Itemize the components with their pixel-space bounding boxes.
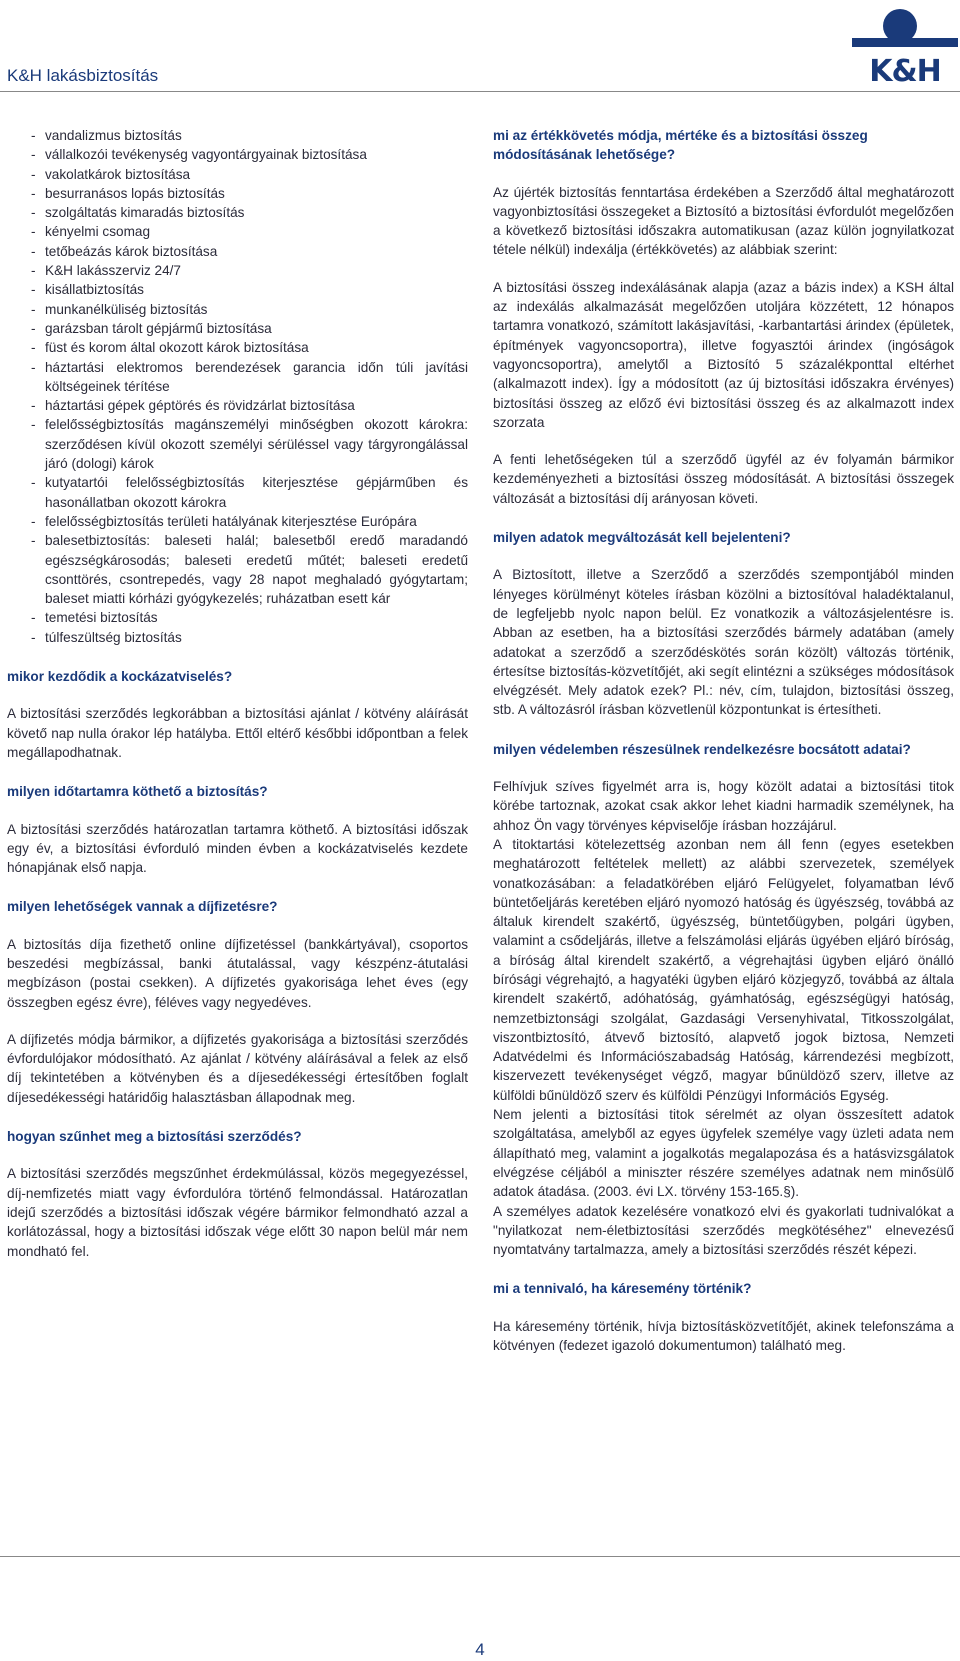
list-item-text: kisállatbiztosítás	[45, 282, 144, 298]
paragraph: A díjfizetés módja bármikor, a díjfizetés gyakorisága a biztosítási szerződés évfordulójakor módosítható. Az ajánlat / kötvény aláírásával a felek az első díj tekintetében a kötvényben és a díjesedékességi értesítőben foglalt díjesedékességi határidőig halasztásban állapodnak meg.	[7, 1031, 468, 1105]
bullet-dash: -	[31, 301, 36, 317]
list-item-text: felelősségbiztosítás magánszemélyi minőségben okozott károkra: szerződésen kívül okozott személyi sérüléssel vagy tárgyrongálással járó (dologi) károk	[45, 417, 468, 472]
bullet-dash: -	[31, 398, 36, 414]
list-item	[31, 628, 468, 647]
list-item	[31, 608, 468, 627]
list-item-text: kényelmi csomag	[45, 224, 151, 240]
bullet-dash: -	[31, 610, 36, 626]
list-item-text: besurranásos lopás biztosítás	[45, 185, 225, 201]
paragraph: Felhívjuk szíves figyelmét arra is, hogy közölt adatai a biztosítási titok körébe tartoznak, azokat csak akkor lehet kiadni harmadik személynek, ha ahhoz Ön vagy törvényes képviselője írásban hozzájárul.	[493, 779, 954, 833]
paragraph: A biztosítás díja fizethető online díjfizetéssel (bankkártyával), csoportos beszedési megbízással, banki átutalással, vagy készpénz-átutalási megbízáson (postai csekken). A díjfizetés gyakorisága lehet éves (egy összegben egész évre), féléves vagy negyedéves.	[7, 936, 468, 1010]
list-item	[31, 165, 468, 184]
left-column	[7, 126, 468, 1261]
list-item	[31, 184, 468, 203]
list-item-text: munkanélküliség biztosítás	[45, 301, 208, 317]
right-column	[493, 126, 954, 1355]
logo-text: K&H	[869, 54, 941, 89]
list-item-text: temetési biztosítás	[45, 610, 158, 626]
kh-logo	[852, 2, 958, 89]
bullet-dash: -	[31, 282, 36, 298]
list-item	[31, 222, 468, 241]
bullet-dash: -	[31, 340, 36, 356]
coverage-list	[7, 126, 468, 647]
logo-emblem-icon	[852, 2, 958, 60]
question-heading: mi a tennivaló, ha káresemény történik?	[493, 1281, 752, 1297]
list-item	[31, 319, 468, 338]
question-heading: milyen lehetőségek vannak a díjfizetésre?	[7, 899, 278, 915]
paragraph: A biztosítási szerződés legkorábban a biztosítási ajánlat / kötvény aláírását követő nap nulla órakor lép hatályba. Ettől eltérő későbbi időpontban a felek megállapodhatnak.	[7, 706, 468, 760]
paragraph: Ha káresemény történik, hívja biztosításközvetítőjét, akinek telefonszáma a kötvényen (fedezet igazoló dokumentumon) található meg.	[493, 1318, 954, 1354]
list-item	[31, 203, 468, 222]
list-item-text: vandalizmus biztosítás	[45, 128, 182, 143]
list-item-text: felelősségbiztosítás területi hatályának kiterjesztése Európára	[45, 513, 417, 529]
footer-divider	[0, 1556, 960, 1557]
paragraph: Az újérték biztosítás fenntartása érdekében a Szerződő által meghatározott vagyonbiztosítási összegeket a Biztosító a biztosítási évfordulót megelőzően a következő biztosítási időszakra automatikusan (azaz külön jognyilatkozat tétele nélkül) indexálja (értékkövetés) az alábbiak szerint:	[493, 184, 954, 258]
bullet-dash: -	[31, 128, 36, 143]
list-item-text: vakolatkárok biztosítása	[45, 166, 191, 182]
list-item	[31, 145, 468, 164]
question-heading: milyen védelemben részesülnek rendelkezésre bocsátott adatai?	[493, 741, 911, 757]
bullet-dash: -	[31, 263, 36, 279]
list-item-text: túlfeszültség biztosítás	[45, 629, 182, 645]
paragraph: Nem jelenti a biztosítási titok sérelmét az olyan összesített adatok szolgáltatása, amelyből az egyes ügyfelek személye vagy üzleti adata nem állapítható meg, valamint a jogalkotás megalapozása és a hatásvizsgálatok elvégzése céljából a miniszter részére személyes adatnak nem minősülő adatok átadása. (2003. évi LX. törvény 153-165.§).	[493, 1107, 954, 1200]
bullet-dash: -	[31, 147, 36, 163]
list-item-text: háztartási elektromos berendezések garancia időn túli javítási költségeinek térítése	[45, 359, 468, 394]
list-item-text: kutyatartói felelősségbiztosítás kiterjesztése gépjárműben és hasonállatban okozott károkra	[45, 475, 468, 510]
question-heading: mikor kezdődik a kockázatviselés?	[7, 669, 233, 685]
question-heading: milyen időtartamra köthető a biztosítás?	[7, 784, 268, 800]
bullet-dash: -	[31, 185, 36, 201]
list-item-text: füst és korom által okozott károk biztosítása	[45, 340, 309, 356]
bullet-dash: -	[31, 205, 36, 221]
paragraph: A Biztosított, illetve a Szerződő a szerződés szempontjából minden lényeges körülményt köteles írásban közölni a biztosítóval haladéktalanul, de legfeljebb nyolc napon belül. Ez vonatkozik a változásjelentésre is. Abban az esetben, ha a biztosítási szerződés bármely adatában (amely adatokat a szerződő a szerződéskötés során közölt) változás történik, értesítse biztosítás-közvetítőjét, aki segít elintézni a szükséges módosítások elvégzését. Mely adatok ezek? Pl.: név, cím, tulajdon, biztosítási összeg, stb. A változásról írásban közvetlenül központunkat is értesítheti.	[493, 567, 954, 718]
bullet-dash: -	[31, 359, 36, 375]
paragraph: A biztosítási szerződés határozatlan tartamra köthető. A biztosítási időszak egy év, a biztosítási évforduló minden évben a kockázatviselés kezdete hónapjának első napja.	[7, 821, 468, 876]
list-item-text: vállalkozói tevékenység vagyontárgyainak biztosítása	[45, 147, 367, 163]
list-item	[31, 415, 468, 473]
question-heading: mi az értékkövetés módja, mértéke és a biztosítási összeg módosításának lehetősége?	[493, 128, 868, 163]
paragraph: A személyes adatok kezelésére vonatkozó elvi és gyakorlati tudnivalókat a "nyilatkozat nem-életbiztosítási szerződés megkötéséhez" elnevezésű nyomtatvány tartalmazza, amely a biztosítási szerződés részét képezi.	[493, 1203, 954, 1258]
list-item	[31, 280, 468, 299]
header-divider	[0, 91, 960, 92]
list-item-text: tetőbeázás károk biztosítása	[45, 243, 218, 259]
paragraph: A biztosítási összeg indexálásának alapja (azaz a bázis index) a KSH által az indexálás alkalmazását megelőzően utoljára közzétett, 12 hónapos tartamra vonatkozó, számított lakásjavítási, -karbantartási árindex (épületek, építmények vagyoncsoportra), illetve fogyasztói árindex (ingóságok vagyoncsoportra), amelytől a Biztosító 5 százalékponttal eltérhet (alkalmazott index). Így a módosított (az új biztosítási időszakra érvényes) biztosítási összeg az előző évi biztosítási összeg és az alkalmazott index szorzata	[493, 279, 954, 430]
list-item-text: garázsban tárolt gépjármű biztosítása	[45, 320, 272, 336]
paragraph: A titoktartási kötelezettség azonban nem áll fenn (egyes esetekben meghatározott feltételek mellett) az alábbi szervezetek, személyek vonatkozásában: a feladatkörében eljáró Felügyelet, folyamatban lévő büntetőeljárás keretében eljáró nyomozó hatóság és ügyészség, továbbá az általuk kirendelt szakértő, ügyészség, büntetőügyben, polgári ügyben, valamint a csődeljárás, illetve a felszámolási eljárás ügyében eljáró bíróság, a bíróság által kirendelt szakértő, a végrehajtási ügyben eljáró önálló bírósági végrehajtó, a hagyatéki ügyben eljáró közjegyző, továbbá az általa kirendelt szakértő, adóhatóság, gyámhatóság, egészségügyi hatóság, nemzetbiztonsági szolgálat, Gazdasági Versenyhivatal, Titkosszolgálat, viszontbiztosító, átvevő biztosító, alapvető jogok biztosa, Nemzeti Adatvédelmi és Információszabadság Hatóság, kárrendezési megbízott, kiszervezett tevékenységet végző, magyar bűnüldöző szerv, illetve az külföldi bűnüldöző szerv és külföldi Pénzügyi Információs Egység.	[493, 836, 954, 1103]
list-item	[31, 531, 468, 608]
list-item	[31, 261, 468, 280]
bullet-dash: -	[31, 224, 36, 240]
question-heading: hogyan szűnhet meg a biztosítási szerződés?	[7, 1129, 302, 1145]
list-item	[31, 358, 468, 397]
list-item	[31, 338, 468, 357]
list-item	[31, 126, 468, 145]
bullet-dash: -	[31, 629, 36, 645]
list-item-text: K&H lakásszerviz 24/7	[45, 263, 181, 279]
bullet-dash: -	[31, 533, 36, 549]
list-item-text: háztartási gépek géptörés és rövidzárlat biztosítása	[45, 398, 355, 414]
page-number: 4	[475, 1640, 485, 1659]
list-item	[31, 396, 468, 415]
bullet-dash: -	[31, 475, 36, 491]
bullet-dash: -	[31, 513, 36, 529]
list-item	[31, 300, 468, 319]
bullet-dash: -	[31, 166, 36, 182]
list-item	[31, 512, 468, 531]
bullet-dash: -	[31, 320, 36, 336]
bullet-dash: -	[31, 243, 36, 259]
list-item-text: balesetbiztosítás: baleseti halál; balesetből eredő maradandó egészségkárosodás; baleseti eredetű műtét; baleseti eredetű csonttörés, csontrepedés, vagy 28 napot meghaladó gyógytartam; baleset miatti kórházi gyógykezelés; ruházatban esett kár	[45, 533, 468, 607]
paragraph: A fenti lehetőségeken túl a szerződő ügyfél az év folyamán bármikor kezdeményezheti a biztosítási összeg módosítását. A biztosítási összegek változását a biztosítási díj arányosan követi.	[493, 452, 954, 506]
document-title: K&H lakásbiztosítás	[7, 66, 159, 85]
bullet-dash: -	[31, 417, 36, 433]
question-heading: milyen adatok megváltozását kell bejelenteni?	[493, 530, 791, 546]
list-item	[31, 473, 468, 512]
list-item-text: szolgáltatás kimaradás biztosítás	[45, 205, 245, 221]
list-item	[31, 242, 468, 261]
paragraph: A biztosítási szerződés megszűnhet érdekmúlással, közös megegyezéssel, díj-nemfizetés miatt vagy évfordulóra történő felmondással. Határozatlan idejű szerződés a biztosítási időszak végére bármikor felmondható azzal a korlátozással, hogy a biztosítási időszak vége előtt 30 napon belül már nem mondható fel.	[7, 1166, 468, 1259]
